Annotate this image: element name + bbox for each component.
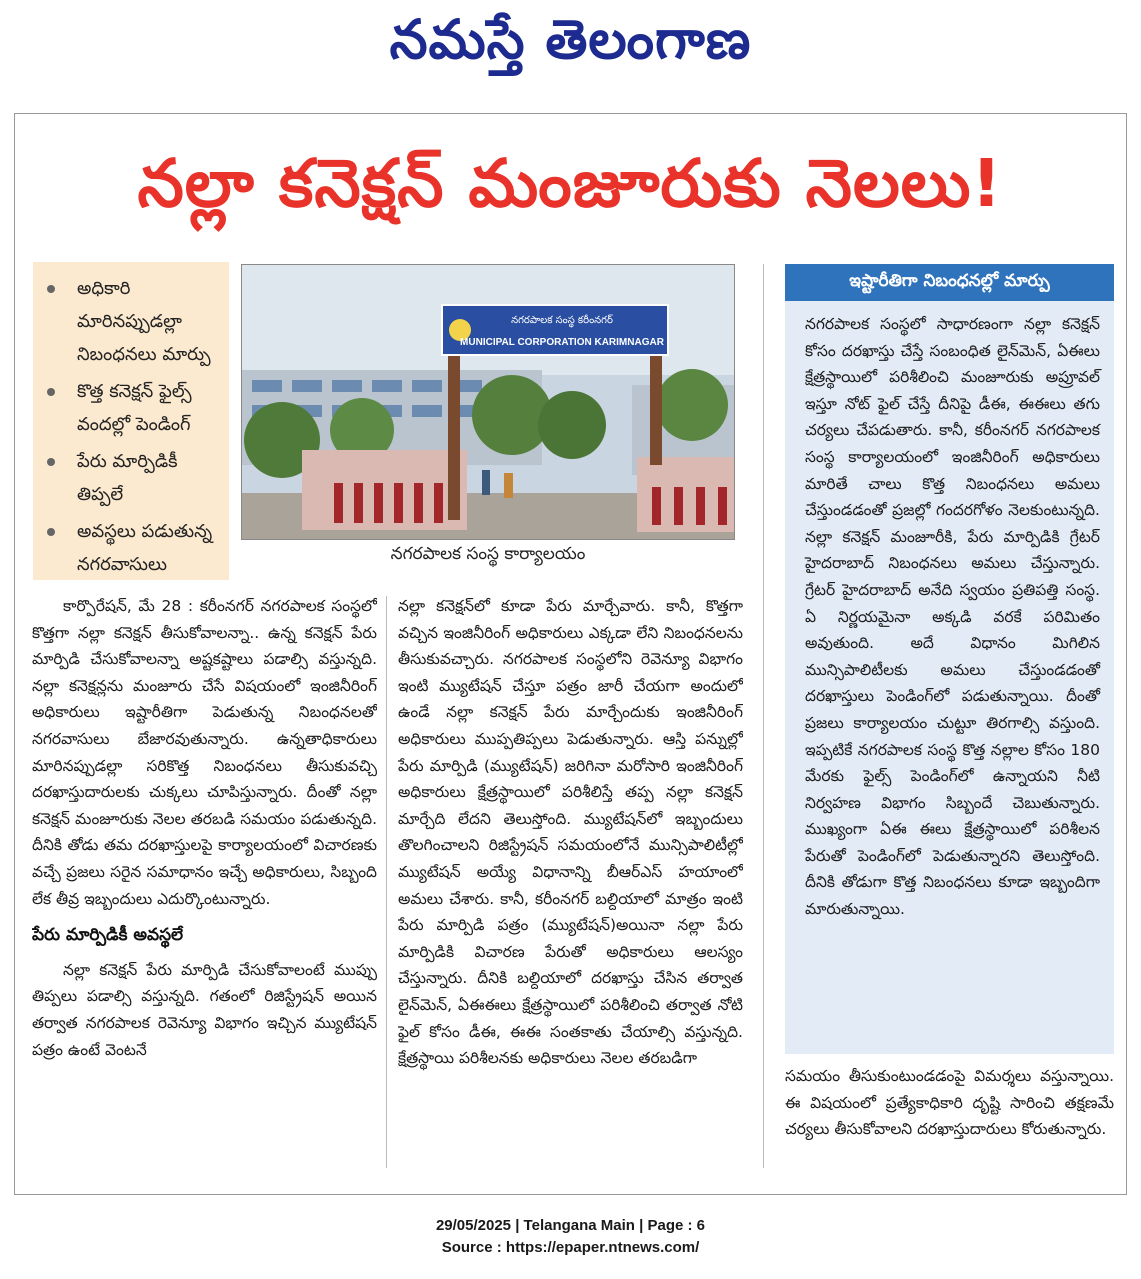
bullet-icon [47, 528, 55, 536]
sidebar-box [785, 264, 1114, 1054]
article-column-3 [785, 1063, 1114, 1143]
headline-block [30, 136, 1110, 246]
office-photo-illustration [242, 265, 735, 540]
column-divider [763, 264, 764, 1168]
article-subheading: పేరు మార్పిడికీ అవస్థలే [32, 925, 184, 946]
footer-date-line: 29/05/2025 | Telangana Main | Page : 6 [435, 1217, 706, 1234]
office-photo [241, 264, 735, 540]
highlight-item: పేరు మార్పిడికీ తిప్పలే [43, 445, 223, 511]
newspaper-title: నమస్తే తెలంగాణ [389, 7, 752, 71]
article-paragraph: కార్పొరేషన్, మే 28 : కరీంనగర్ నగరపాలక సంస్థలో కొత్తగా నల్లా కనెక్షన్ తీసుకోవాలన్నా.. ఉన్న కనెక్షన్ పేరు మార్పిడి చేసుకోవాలన్నా అష్టకష్టాలు పడాల్సి వస్తున్నది. నల్లా కనెక్షన్లను మంజూరు చేసే విషయంలో ఇంజినీరింగ్ అధికారులు ఇష్టారీతిగా పెడుతున్న నిబంధనలతో నగరవాసులు బేజారవుతున్నారు. ఉన్నతాధికారులు మారినప్పుడల్లా సరికొత్త నిబంధనలు తీసుకువచ్చి దరఖాస్తుదారులకు చుక్కలు చూపిస్తున్నారు. దీంతో నల్లా కనెక్షన్ మంజూరుకు నెలల తరబడి సమయం పడుతున్నది. దీనికి తోడు తమ దరఖాస్తులపై కార్యాలయంలో విచారణకు వచ్చే ప్రజలు సరైన సమాధానం ఇచ్చే అధికారులు, సిబ్బంది లేక తీవ్ర ఇబ్బందులు ఎదుర్కొంటున్నారు. [32, 597, 377, 908]
headline: నల్లా కనెక్షన్ మంజూరుకు నెలలు! [137, 144, 1003, 222]
photo-caption: నగరపాలక సంస్థ కార్యాలయం [390, 544, 586, 564]
article-column-1 [32, 593, 377, 1063]
page-footer [0, 1215, 1141, 1259]
highlight-item: అవస్థలు పడుతున్న నగరవాసులు [43, 515, 223, 581]
bullet-icon [47, 285, 55, 293]
sign-text-telugu: నగరపాలక సంస్థ కరీంనగర్ [511, 315, 613, 326]
highlights-list [43, 272, 223, 581]
sidebar-body: నగరపాలక సంస్థలో సాధారణంగా నల్లా కనెక్షన్ కోసం దరఖాస్తు చేస్తే సంబంధిత లైన్‌మెన్, ఏఈలు క్షేత్రస్థాయిలో పరిశీలించి మంజూరుకు అప్రూవల్ ఇస్తూ నోట్ ఫైల్ చేస్తే దీనిపై డీఈ, ఈఈలు తగు చర్యలు చేపడుతారు. కానీ, కరీంనగర్ నగరపాలక సంస్థ కార్యాలయంలో ఇంజినీరింగ్ అధికారులు మారితే చాలు కొత్త నిబంధనలు అమలు చేస్తుండడంతో ప్రజల్లో గందరగోళం నెలకుంటున్నది. నల్లా కనెక్షన్ మంజూరీకి, పేరు మార్పిడికి గ్రేటర్ హైదరాబాద్ నిబంధనలు అమలు చేస్తున్నారు. గ్రేటర్ హైదరాబాద్ అనేది స్వయం ప్రతిపత్తి సంస్థ. ఏ నిర్ణయమైనా అక్కడి వరకే పరిమితం అవుతుంది. అదే విధానం మిగిలిన మున్సిపాలిటీలకు అమలు చేస్తుండడంతో దరఖాస్తులు పెండింగ్‌లో పడుతున్నాయి. దీంతో ప్రజలు కార్యాలయం చుట్టూ తిరగాల్సి వస్తుంది. ఇప్పటికే నగరపాలక సంస్థ కొత్త నల్లాల కోసం 180 మేరకు ఫైల్స్ పెండింగ్‌లో ఉన్నాయని నీటి నిర్వహణ విభాగం సిబ్బందే చెబుతున్నారు. ముఖ్యంగా ఏఈ ఈలు క్షేత్రస్థాయిలో పరిశీలన పేరుతో పెండింగ్‌లో పెడుతున్నారని తెలుస్తోంది. దీనికి తోడుగా కొత్త నిబంధనలు కూడా ఇబ్బందిగా మారుతున్నాయి. [805, 315, 1100, 919]
bullet-icon [47, 388, 55, 396]
footer-source-line: Source : https://epaper.ntnews.com/ [441, 1239, 700, 1256]
article-paragraph: నల్లా కనెక్షన్ పేరు మార్పిడి చేసుకోవాలంటే ముప్పు తిప్పలు పడాల్సి వస్తున్నది. గతంలో రిజిస్ట్రేషన్ అయిన తర్వాత నగరపాలక రెవెన్యూ విభాగం ఇచ్చిన మ్యుటేషన్ పత్రం ఉంటే వెంటనే [32, 960, 377, 1059]
highlight-item: అధికారి మారినప్పుడల్లా నిబంధనలు మార్పు [43, 272, 223, 371]
highlights-box [33, 262, 229, 580]
masthead [0, 0, 1141, 92]
column-divider [386, 596, 387, 1168]
sidebar-heading: ఇష్టారీతిగా నిబంధనల్లో మార్పు [785, 264, 1114, 301]
bullet-icon [47, 458, 55, 466]
sign-text-english: MUNICIPAL CORPORATION KARIMNAGAR [460, 337, 664, 348]
highlight-item: కొత్త కనెక్షన్ ఫైల్స్ వందల్లో పెండింగ్ [43, 375, 223, 441]
article-paragraph: సమయం తీసుకుంటుండడంపై విమర్శలు వస్తున్నాయి. ఈ విషయంలో ప్రత్యేకాధికారి దృష్టి సారించి తక్షణమే చర్యలు తీసుకోవాలని దరఖాస్తుదారులు కోరుతున్నారు. [785, 1067, 1114, 1139]
article-column-2 [398, 593, 743, 1072]
article-paragraph: నల్లా కనెక్షన్‌లో కూడా పేరు మార్చేవారు. కానీ, కొత్తగా వచ్చిన ఇంజినీరింగ్ అధికారులు ఎక్కడా లేని నిబంధనలను తీసుకువచ్చారు. నగరపాలక సంస్థలోని రెవెన్యూ విభాగం ఇంటి మ్యుటేషన్ చేస్తూ పత్రం జారీ చేయగా అందులో ఉండే నల్లా కనెక్షన్ పేరు మార్చేందుకు ఇంజినీరింగ్ అధికారులు ముప్పతిప్పలు పెడుతున్నారు. ఆస్తి పన్నుల్లో పేరు మార్పిడి (మ్యుటేషన్) జరిగినా మరోసారి ఇంజినీరింగ్ అధికారులు క్షేత్రస్థాయిలో పరిశీలిస్తే తప్ప నల్లా కనెక్షన్ మార్చేది లేదని తెలుస్తోంది. మ్యుటేషన్‌లో ఇబ్బందులు తొలగించాలని రిజిస్ట్రేషన్ సమయంలోనే మున్సిపాలిటీల్లో మ్యుటేషన్ అయ్యే విధానాన్ని బీఆర్ఎస్ హయాంలో అమలు చేశారు. కానీ, కరీంనగర్ బల్దియాలో మాత్రం ఇంటి పేరు మార్పిడి పత్రం (మ్యుటేషన్)అయినా నల్లా పేరు మార్పిడికి విచారణ పేరుతో అధికారులు ఆలస్యం చేస్తున్నారు. దీనికి బల్దియాలో దరఖాస్తు చేసిన తర్వాత లైన్‌మెన్, ఏఈఈలు క్షేత్రస్థాయిలో పరిశీలించి తర్వాత నోటి ఫైల్ కోసం డీఈ, ఈఈ సంతకాతు చేయాల్సి వస్తున్నది. క్షేత్రస్థాయి పరిశీలనకు అధికారులు నెలల తరబడిగా [398, 597, 743, 1068]
